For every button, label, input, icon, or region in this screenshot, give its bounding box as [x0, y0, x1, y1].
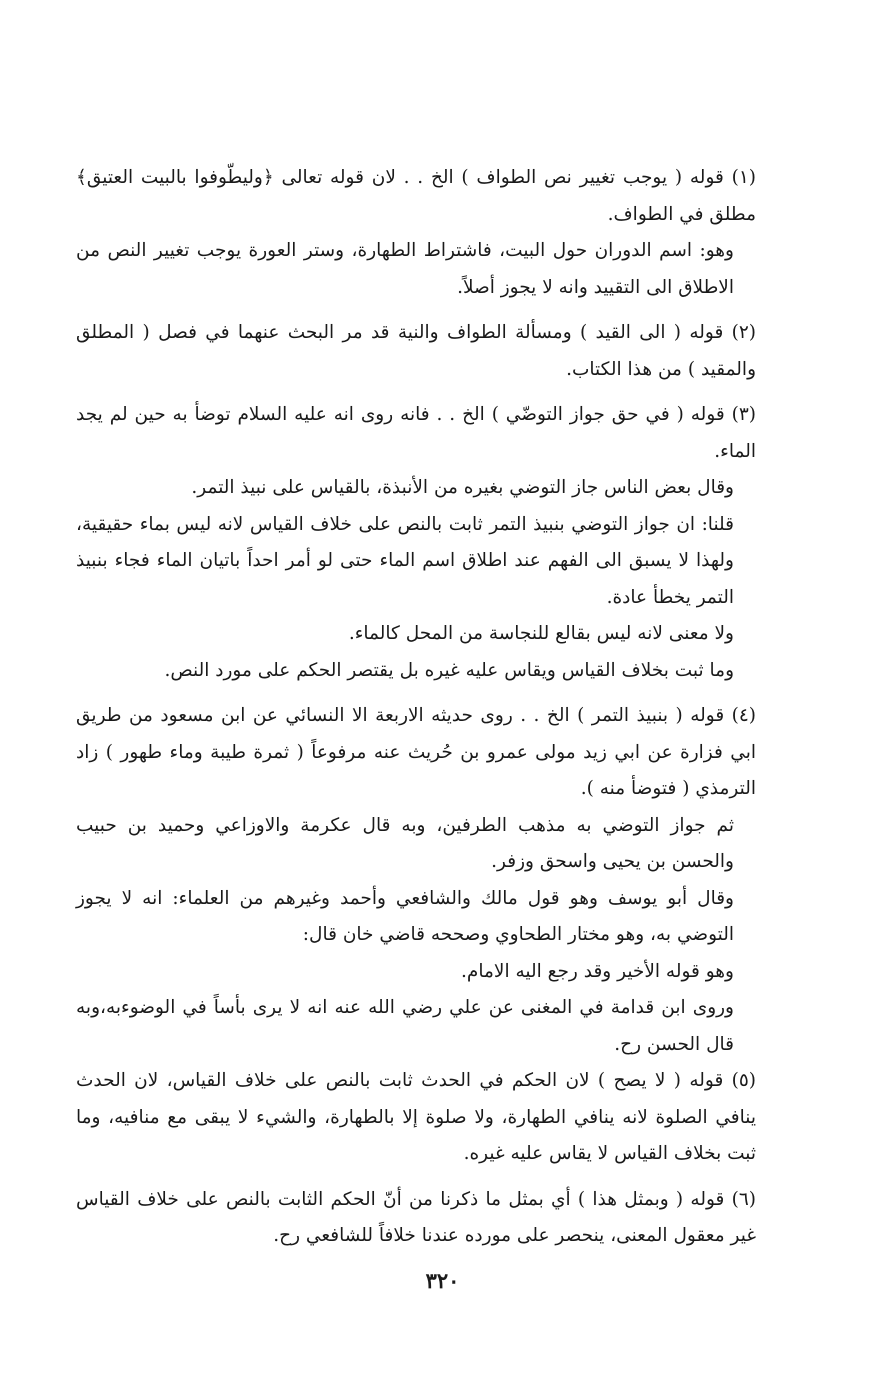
footnote-4-paragraph-4: وهو قوله الأخير وقد رجع اليه الامام. — [461, 960, 734, 982]
footnote-3-paragraph-5: وما ثبت بخلاف القياس ويقاس عليه غيره بل يقتصر الحكم على مورد النص. — [164, 659, 734, 681]
footnote-2: (٢) قوله ( الى القيد ) ومسألة الطواف والنية قد مر البحث عنهما في فصل ( المطلق والمقيد ) من هذا الكتاب. — [76, 322, 756, 380]
footnote-4-paragraph-2: ثم جواز التوضي به مذهب الطرفين، وبه قال عكرمة والاوزاعي وحميد بن حبيب والحسن بن يحيى واسحق وزفر. — [76, 814, 734, 872]
footnote-3-paragraph-3: قلنا: ان جواز التوضي بنبيذ التمر ثابت بالنص على خلاف القياس لانه ليس بماء حقيقية، ولهذا لا يسبق الى الفهم عند اطلاق اسم الماء حتى لو أمر احداً باتيان الماء فجاء بنبيذ التمر يخطأ عادة. — [76, 513, 734, 608]
page-body — [76, 160, 756, 1255]
footnote-3: (٣) قوله ( في حق جواز التوضّي ) الخ . . فانه روى انه عليه السلام توضأ به حين لم يجد الماء. — [76, 404, 756, 462]
footnote-4: (٤) قوله ( بنبيذ التمر ) الخ . . روى حديثه الاربعة الا النسائي عن ابن مسعود من طريق ابي فزارة عن ابي زيد مولى عمرو بن حُريث عنه مرفوعاً ( ثمرة طيبة وماء طهور ) زاد الترمذي ( فتوضأ منه ). — [76, 705, 756, 799]
footnote-5: (٥) قوله ( لا يصح ) لان الحكم في الحدث ثابت بالنص على خلاف القياس، لان الحدث ينافي الصلوة لانه ينافي الطهارة، ولا صلوة إلا بالطهارة، والشيء لا يبقى مع منافيه، وما ثبت بخلاف القياس لا يقاس عليه غيره. — [76, 1070, 756, 1164]
page-number: ٣٢٠ — [425, 1268, 460, 1293]
footnote-4-paragraph-5: وروى ابن قدامة في المغنى عن علي رضي الله عنه انه لا يرى بأساً في الوضوءبه،وبه قال الحسن رح. — [76, 997, 734, 1055]
footnote-1: (١) قوله ( يوجب تغيير نص الطواف ) الخ . . لان قوله تعالى ﴿وليطّوفوا بالبيت العتيق﴾ مطلق في الطواف. — [76, 167, 756, 225]
footnote-6: (٦) قوله ( وبمثل هذا ) أي بمثل ما ذكرنا من أنّ الحكم الثابت بالنص على خلاف القياس غير معقول المعنى، ينحصر على مورده عندنا خلافاً للشافعي رح. — [76, 1188, 756, 1246]
footnote-3-paragraph-4: ولا معنى لانه ليس بقالع للنجاسة من المحل كالماء. — [348, 623, 734, 644]
footnote-3-paragraph-2: وقال بعض الناس جاز التوضي بغيره من الأنبذة، بالقياس على نبيذ التمر. — [191, 477, 734, 498]
footnote-1-continuation: وهو: اسم الدوران حول البيت، فاشتراط الطهارة، وستر العورة يوجب تغيير النص من الاطلاق الى التقييد وانه لا يجوز أصلاً. — [76, 240, 734, 298]
footnote-4-paragraph-3: وقال أبو يوسف وهو قول مالك والشافعي وأحمد وغيرهم من العلماء: انه لا يجوز التوضي به، وهو مختار الطحاوي وصححه قاضي خان قال: — [76, 887, 734, 945]
